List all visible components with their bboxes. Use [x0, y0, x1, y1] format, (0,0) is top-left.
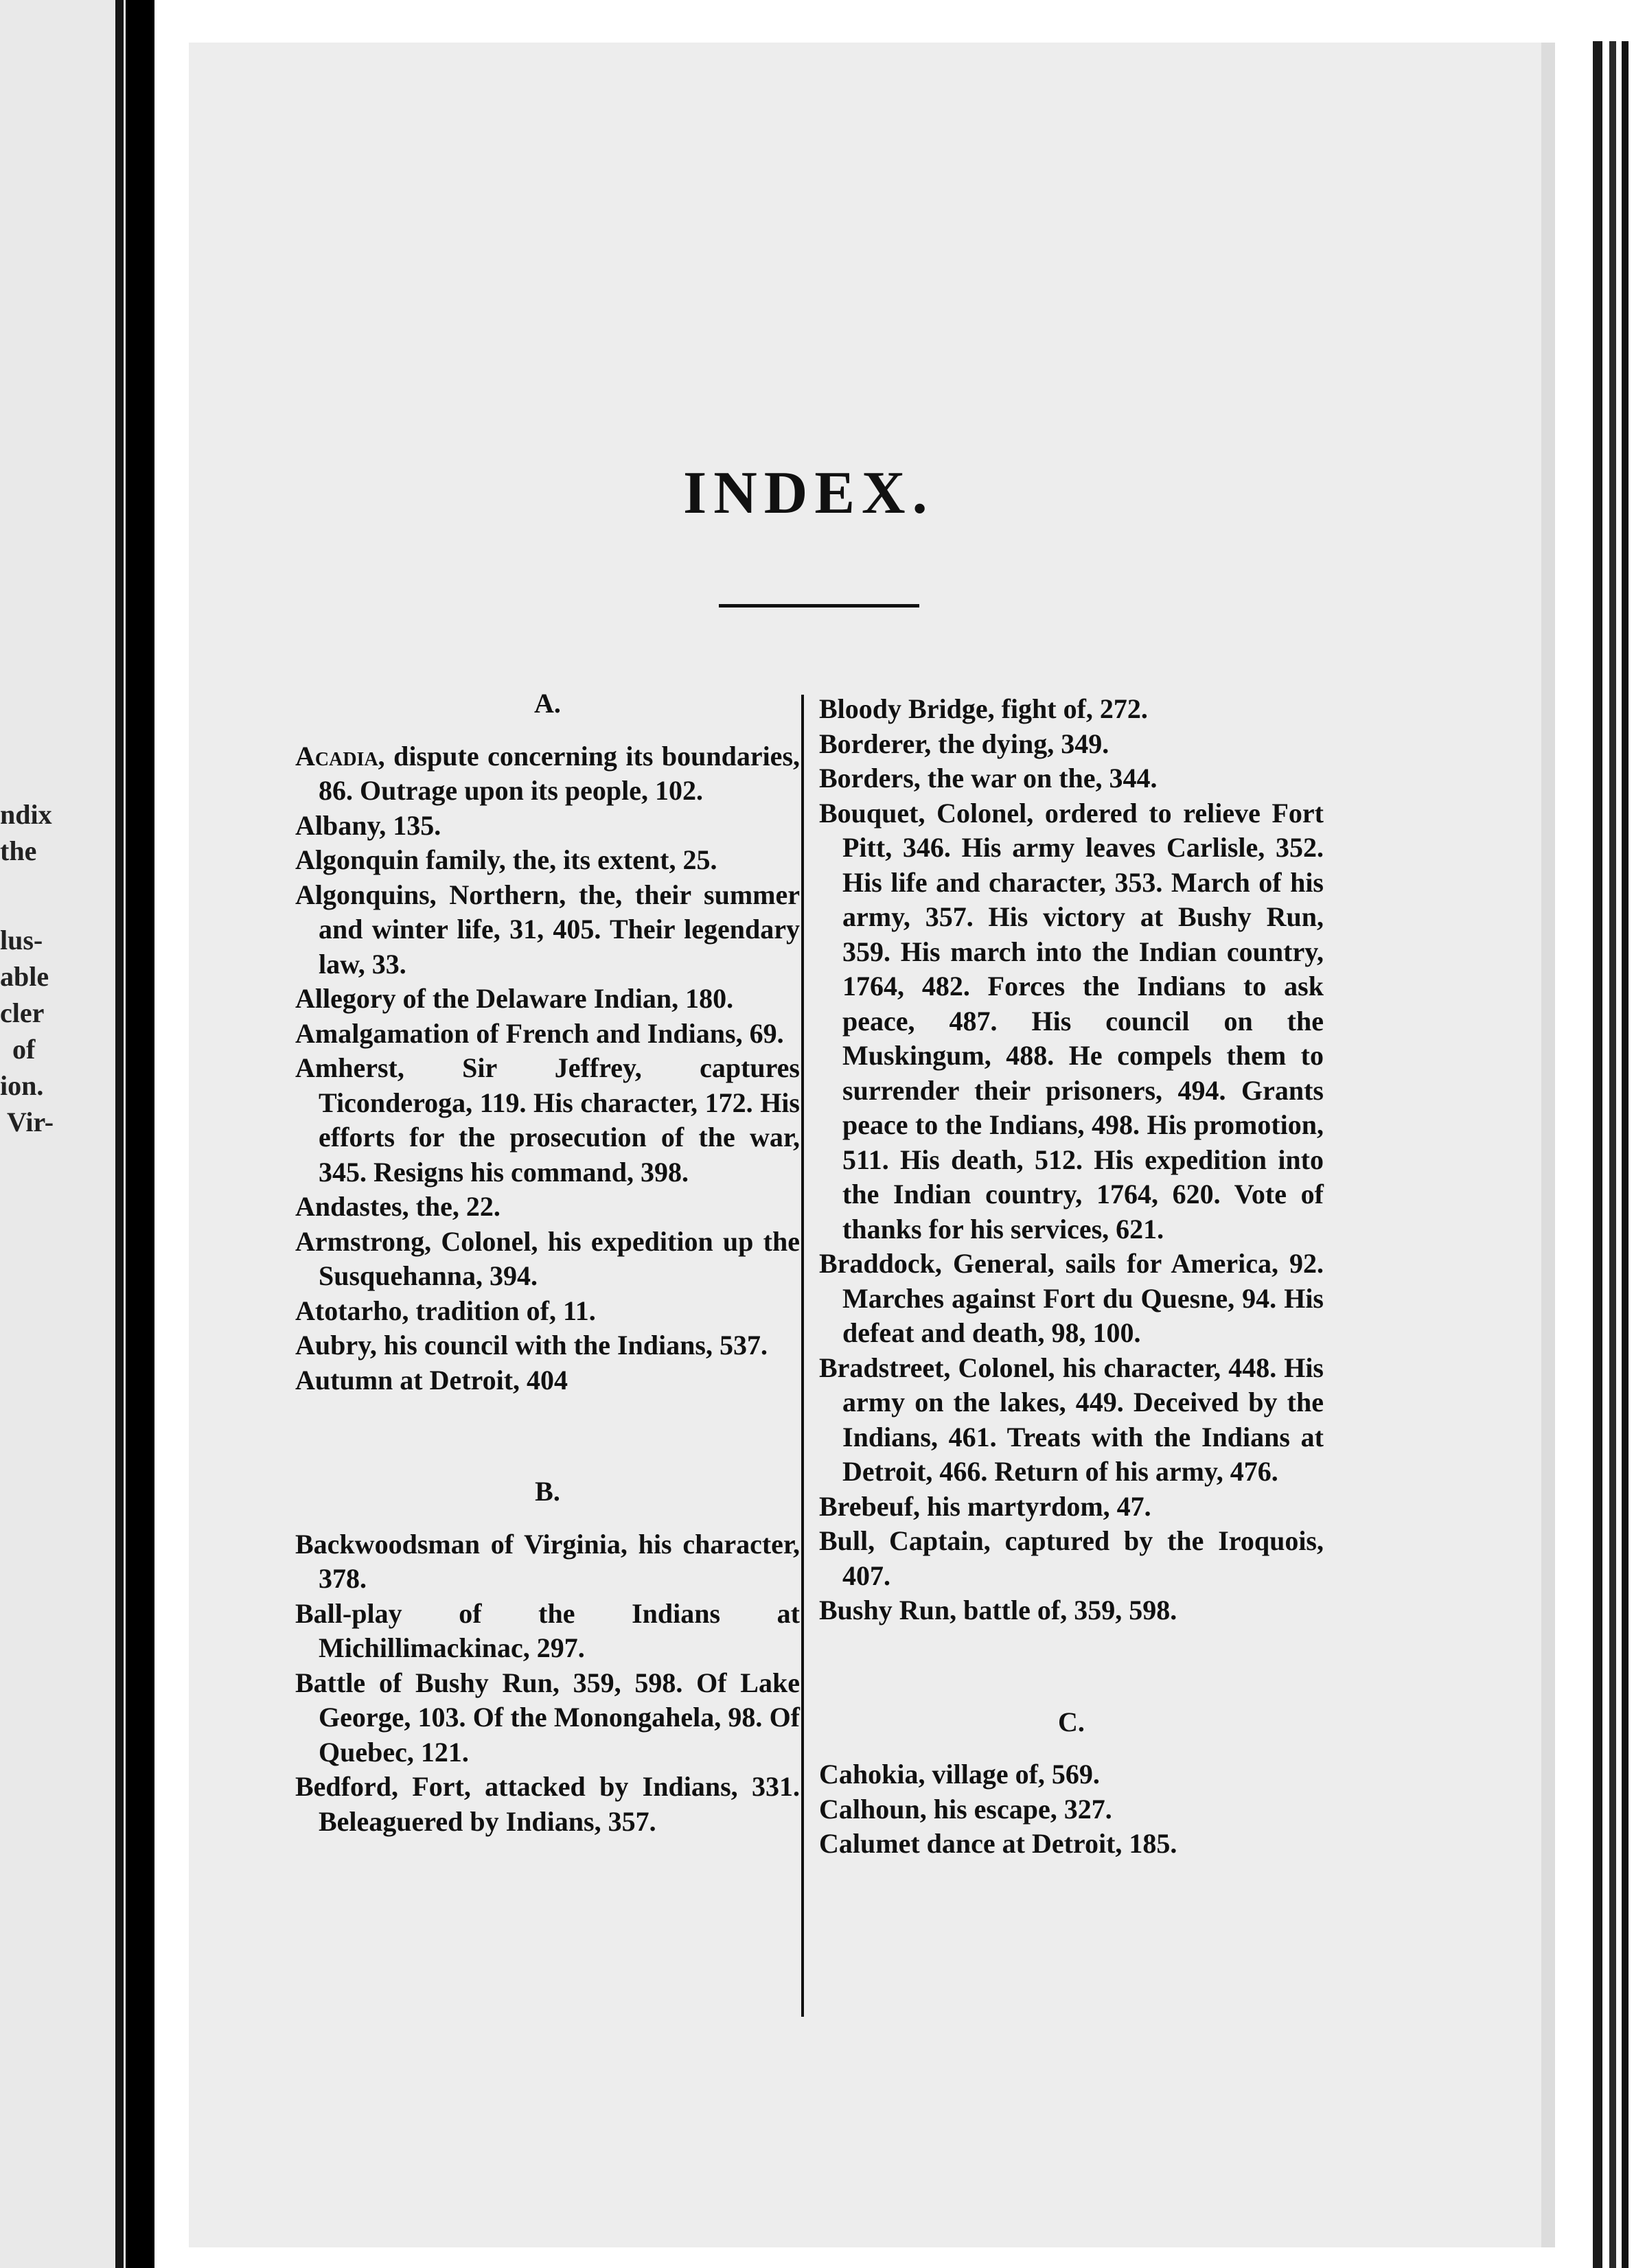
page-edge — [1541, 43, 1555, 2247]
entry-text: dispute concerning its boundaries, 86. Outrage upon its people, 102. — [319, 740, 801, 806]
page-title: INDEX. — [683, 460, 934, 526]
index-entry: Calhoun, his escape, 327. — [819, 1793, 1112, 1825]
section-letter-c: C. — [1058, 1706, 1085, 1737]
facing-fragment: the — [0, 835, 37, 866]
index-entry: Atotarho, tradition of, 11. — [295, 1295, 596, 1326]
index-entry: Borderer, the dying, 349. — [819, 728, 1109, 759]
index-entry — [295, 739, 800, 809]
index-column-right — [819, 692, 1324, 1862]
index-entry: Aubry, his council with the Indians, 537. — [295, 1330, 768, 1361]
index-entry: Brebeuf, his martyrdom, 47. — [819, 1490, 1151, 1522]
index-entry: Bushy Run, battle of, 359, 598. — [819, 1595, 1177, 1625]
index-entry: Braddock, General, sails for America, 92. Marches against Fort du Quesne, 94. His defeat and death, 98, 100. — [819, 1248, 1324, 1348]
index-entry: Battle of Bushy Run, 359, 598. Of Lake George, 103. Of the Monongahela, 98. Of Quebec, 121. — [295, 1667, 800, 1768]
gutter-shadow — [115, 0, 124, 2268]
index-entry: Bull, Captain, captured by the Iroquois, 407. — [819, 1525, 1324, 1591]
index-entry: Amherst, Sir Jeffrey, captures Ticonderoga, 119. His character, 172. His efforts for the prosecution of the war, 345. Resigns his command, 398. — [295, 1052, 800, 1188]
index-entry: Cahokia, village of, 569. — [819, 1759, 1100, 1790]
index-column-left — [295, 686, 800, 1839]
facing-fragment: lus- — [0, 925, 43, 956]
index-entry: Albany, 135. — [295, 809, 441, 841]
section-letter-b: B. — [535, 1476, 560, 1507]
index-entry: Armstrong, Colonel, his expedition up the Susquehanna, 394. — [295, 1225, 800, 1291]
book-spine-edge — [1572, 41, 1634, 2268]
index-entry: Ball-play of the Indians at Michillimackinac, 297. — [295, 1597, 800, 1663]
index-entry: Bedford, Fort, attacked by Indians, 331. Beleaguered by Indians, 357. — [295, 1771, 800, 1837]
index-entry: Autumn at Detroit, 404 — [295, 1364, 568, 1396]
index-entry: Andastes, the, 22. — [295, 1191, 500, 1222]
facing-fragment: cler — [0, 997, 45, 1028]
facing-fragment: ion. — [0, 1070, 44, 1101]
index-entry: Backwoodsman of Virginia, his character, 378. — [295, 1528, 800, 1594]
title-rule — [719, 604, 919, 608]
entry-headword: Acadia, — [295, 740, 385, 772]
index-entry: Algonquins, Northern, the, their summer and winter life, 31, 405. Their legendary law, 33. — [295, 879, 800, 980]
facing-page-edge — [0, 0, 141, 2268]
index-entry: Bouquet, Colonel, ordered to relieve Fort Pitt, 346. His army leaves Carlisle, 352. His life and character, 353. March of his army, 357. His victory at Bushy Run, 359. His march into the Indian country, 1764, 482. Forces the Indians to ask peace, 487. His council on the Muskingum, 488. He compels them to surrender their prisoners, 494. Grants peace to the Indians, 498. His promotion, 511. His death, 512. His expedition into the Indian country, 1764, 620. Vote of thanks for his services, 621. — [819, 797, 1324, 1245]
index-entry: Allegory of the Delaware Indian, 180. — [295, 983, 734, 1014]
column-divider — [801, 695, 804, 2017]
facing-fragment: of — [12, 1034, 36, 1065]
facing-fragment: ndix — [0, 799, 52, 830]
facing-fragment: Vir- — [7, 1107, 54, 1137]
gutter-binding — [126, 0, 154, 2268]
index-entry: Borders, the war on the, 344. — [819, 763, 1158, 794]
index-entry: Calumet dance at Detroit, 185. — [819, 1828, 1177, 1859]
index-entry: Bloody Bridge, fight of, 272. — [819, 693, 1148, 724]
index-entry: Algonquin family, the, its extent, 25. — [295, 844, 717, 875]
facing-fragment: able — [0, 961, 49, 992]
index-entry: Bradstreet, Colonel, his character, 448. His army on the lakes, 449. Deceived by the Indians, 461. Treats with the Indians at Detroit, 466. Return of his army, 476. — [819, 1352, 1324, 1487]
section-letter-a: A. — [534, 688, 561, 719]
index-entry: Amalgamation of French and Indians, 69. — [295, 1017, 784, 1049]
